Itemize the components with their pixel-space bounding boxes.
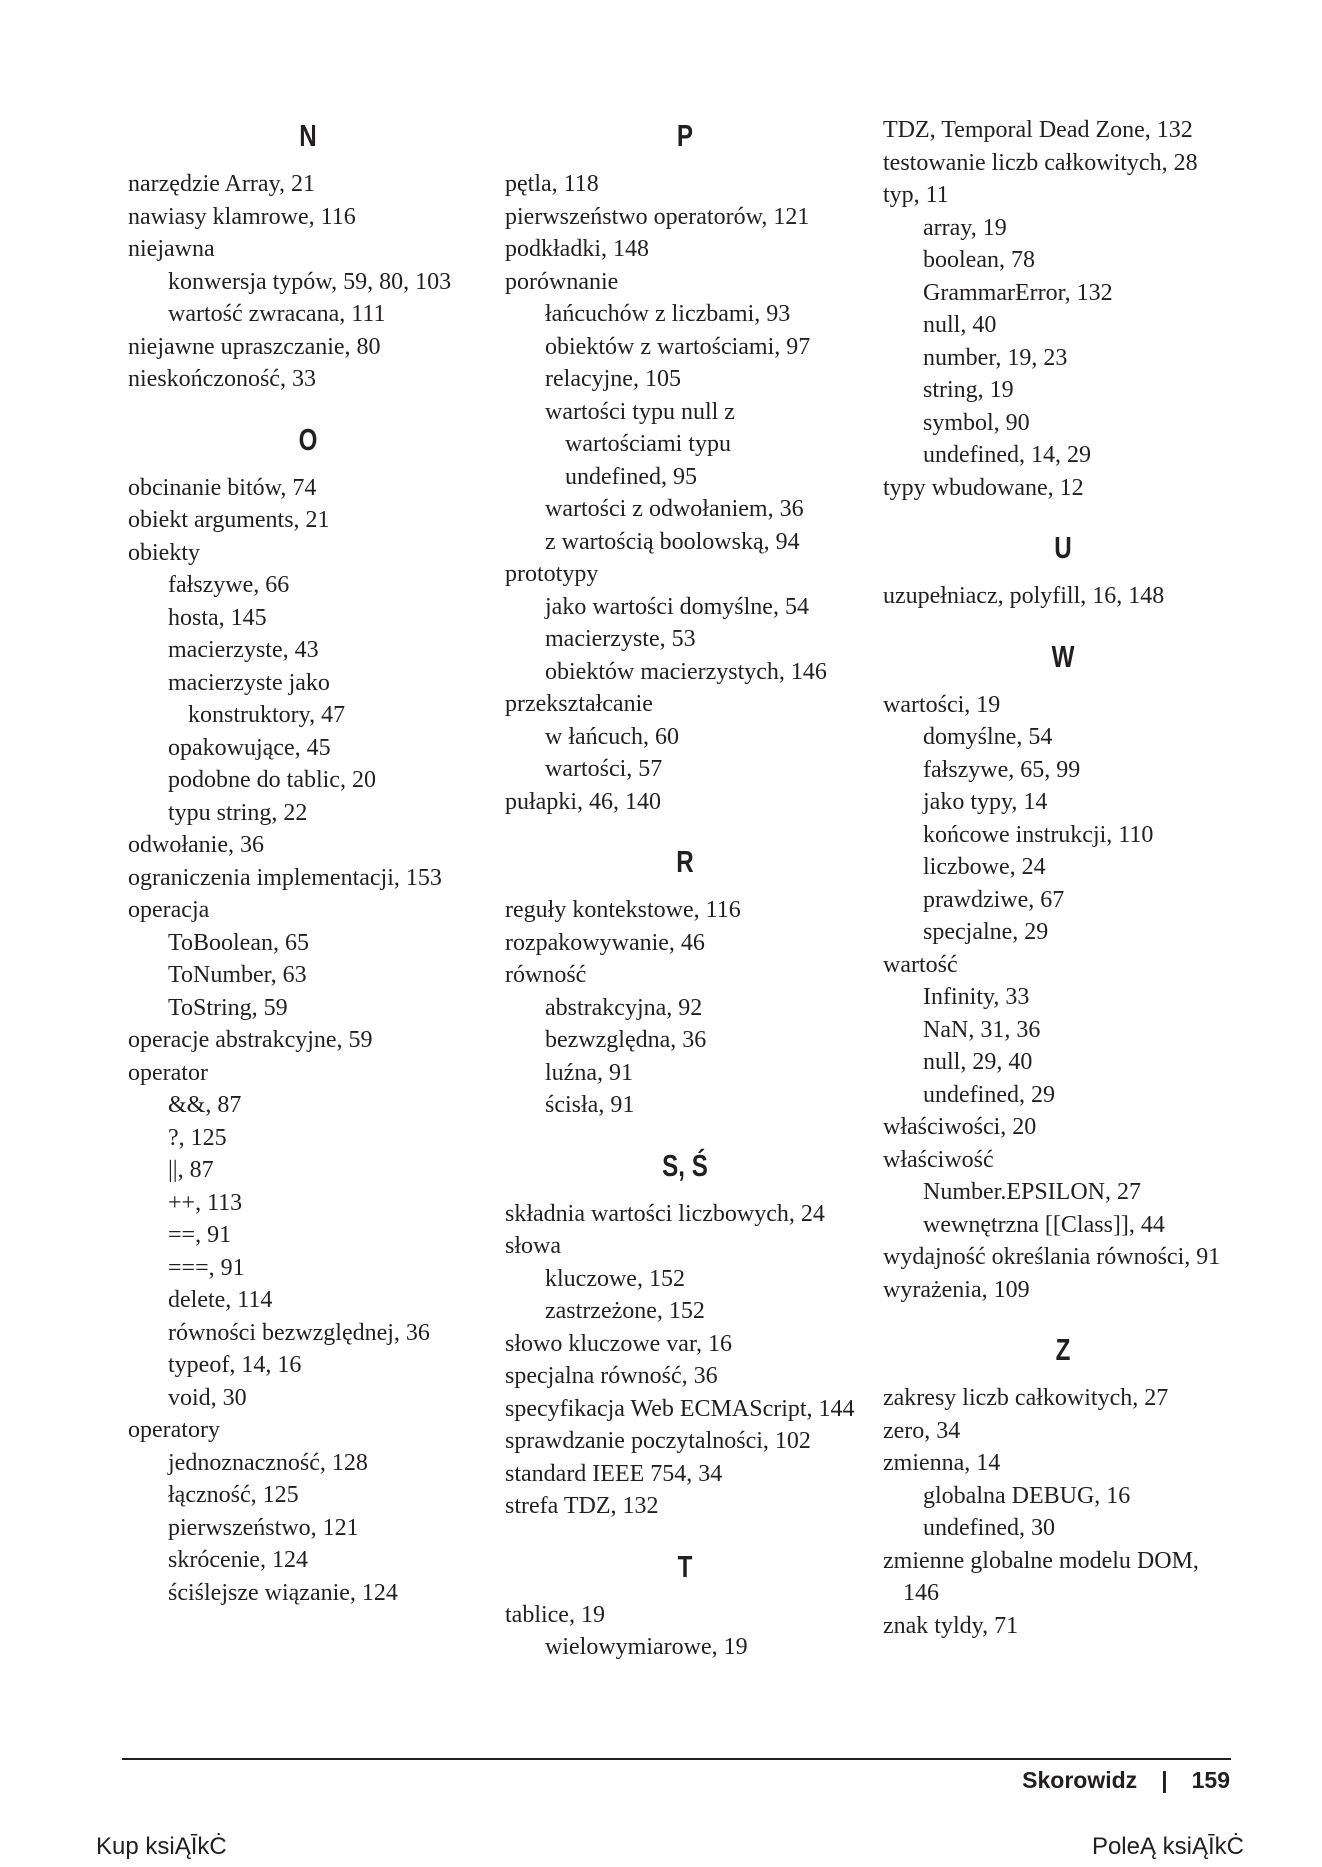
- index-subentry: ++, 113: [168, 1189, 243, 1216]
- index-subentry: łączność, 125: [168, 1482, 299, 1508]
- index-subentry: w łańcuch, 60: [545, 723, 679, 750]
- index-subentry: typu string, 22: [168, 799, 308, 826]
- index-entry: zmienna, 14: [883, 1450, 1001, 1476]
- footer-rule: [122, 1758, 1231, 1760]
- index-entry: operacja: [128, 897, 210, 923]
- section-letter-heading: R: [676, 844, 694, 879]
- index-subentry: macierzyste jako: [168, 669, 330, 696]
- index-subentry: domyślne, 54: [923, 724, 1053, 750]
- index-subentry: obiektów macierzystych, 146: [545, 658, 827, 685]
- index-subentry: wartościami typu: [565, 431, 731, 457]
- index-subentry: delete, 114: [168, 1287, 273, 1313]
- section-letter-heading: W: [1051, 638, 1075, 674]
- index-entry: uzupełniacz, polyfill, 16, 148: [883, 583, 1165, 609]
- index-subentry: prawdziwe, 67: [923, 886, 1065, 913]
- index-entry: reguły kontekstowe, 116: [505, 897, 741, 923]
- section-letter-heading: N: [299, 118, 317, 153]
- index-section: [505, 114, 865, 818]
- index-section: [128, 418, 488, 1610]
- index-entry: operacje abstrakcyjne, 59: [128, 1027, 373, 1053]
- index-subentry: symbol, 90: [923, 409, 1030, 436]
- index-subentry: ===, 91: [168, 1254, 245, 1281]
- index-subentry: GrammarError, 132: [923, 279, 1113, 306]
- index-entry: nieskończoność, 33: [128, 366, 316, 392]
- index-subentry: luźna, 91: [545, 1059, 633, 1086]
- index-entry: typy wbudowane, 12: [883, 474, 1084, 501]
- index-entry: tablice, 19: [505, 1601, 605, 1628]
- index-entry: obiekty: [128, 539, 200, 566]
- index-entry: właściwości, 20: [883, 1114, 1037, 1140]
- index-entry: wydajność określania równości, 91: [883, 1244, 1221, 1270]
- index-subentry: łańcuchów z liczbami, 93: [545, 301, 791, 327]
- section-letter-heading: O: [298, 421, 318, 457]
- index-subentry: &&, 87: [168, 1092, 242, 1118]
- index-entry: standard IEEE 754, 34: [505, 1460, 723, 1487]
- index-entry: strefa TDZ, 132: [505, 1493, 659, 1519]
- index-subentry: ToString, 59: [168, 994, 288, 1021]
- section-letter-heading: S, Ś: [662, 1147, 708, 1183]
- index-subentry: ToNumber, 63: [168, 962, 307, 988]
- index-subentry: ?, 125: [168, 1124, 227, 1151]
- index-subentry: boolean, 78: [923, 247, 1035, 273]
- index-section: [883, 114, 1243, 504]
- index-subentry: ==, 91: [168, 1222, 232, 1248]
- index-entry: pułapki, 46, 140: [505, 788, 661, 815]
- index-section: [505, 1545, 865, 1664]
- index-subentry: fałszywe, 66: [168, 572, 290, 598]
- index-subentry: null, 40: [923, 312, 997, 338]
- index-subentry: bezwzględna, 36: [545, 1027, 707, 1053]
- index-subentry: wartości, 57: [545, 756, 663, 782]
- index-entry: przekształcanie: [505, 691, 653, 717]
- index-subentry: wartości z odwołaniem, 36: [545, 496, 804, 522]
- index-subentry: równości bezwzględnej, 36: [168, 1319, 430, 1346]
- index-subentry: konwersja typów, 59, 80, 103: [168, 268, 452, 295]
- page-footer: [1022, 1762, 1230, 1798]
- index-column-2: [505, 114, 865, 1664]
- index-subentry: NaN, 31, 36: [923, 1016, 1041, 1043]
- recommend-book-link[interactable]: PoleĄ ksiĄĪkĊ: [1091, 1833, 1244, 1860]
- index-subentry: macierzyste, 43: [168, 637, 319, 663]
- index-section: [883, 635, 1243, 1307]
- index-section: [883, 526, 1243, 613]
- index-entry: porównanie: [505, 268, 619, 295]
- index-entry: pierwszeństwo operatorów, 121: [505, 203, 810, 230]
- index-subentry: zastrzeżone, 152: [545, 1298, 705, 1324]
- index-subentry: string, 19: [923, 377, 1014, 403]
- footer-separator: |: [1161, 1767, 1168, 1793]
- index-subentry: obiektów z wartościami, 97: [545, 333, 811, 360]
- index-entry: wyrażenia, 109: [883, 1276, 1030, 1303]
- index-entry: pętla, 118: [505, 171, 599, 197]
- index-subentry: undefined, 29: [923, 1081, 1055, 1108]
- index-subentry: array, 19: [923, 214, 1007, 241]
- index-subentry: jednoznaczność, 128: [168, 1449, 368, 1476]
- index-subentry: liczbowe, 24: [923, 854, 1046, 880]
- index-entry: słowo kluczowe var, 16: [505, 1330, 732, 1357]
- index-column-3: [883, 114, 1243, 1642]
- index-subentry: jako wartości domyślne, 54: [545, 593, 809, 620]
- index-entry: rozpakowywanie, 46: [505, 929, 705, 956]
- index-subentry: null, 29, 40: [923, 1049, 1033, 1075]
- index-subentry: hosta, 145: [168, 604, 267, 631]
- buy-book-link[interactable]: Kup ksiĄĪkĊ: [96, 1833, 227, 1860]
- index-subentry: pierwszeństwo, 121: [168, 1514, 359, 1541]
- index-section: [505, 1144, 865, 1523]
- index-subentry: wielowymiarowe, 19: [545, 1634, 748, 1660]
- index-entry: ograniczenia implementacji, 153: [128, 864, 442, 891]
- index-entry: specyfikacja Web ECMAScript, 144: [505, 1395, 855, 1422]
- index-subentry: specjalne, 29: [923, 919, 1049, 945]
- index-entry: wartości, 19: [883, 691, 1001, 718]
- index-subentry: macierzyste, 53: [545, 626, 696, 652]
- index-entry: specjalna równość, 36: [505, 1363, 718, 1389]
- index-section: [883, 1328, 1243, 1642]
- index-subentry: końcowe instrukcji, 110: [923, 821, 1154, 848]
- index-entry: odwołanie, 36: [128, 832, 264, 858]
- index-entry: równość: [505, 962, 587, 988]
- index-subentry: ściślejsze wiązanie, 124: [168, 1579, 398, 1606]
- index-entry: zakresy liczb całkowitych, 27: [883, 1385, 1169, 1411]
- index-subentry: jako typy, 14: [923, 789, 1048, 815]
- index-entry: słowa: [505, 1233, 561, 1259]
- index-subentry: abstrakcyjna, 92: [545, 994, 703, 1021]
- section-letter-heading: U: [1054, 530, 1072, 565]
- index-subentry: fałszywe, 65, 99: [923, 756, 1081, 783]
- index-subentry: 146: [903, 1580, 939, 1606]
- page-number: 159: [1191, 1767, 1230, 1793]
- section-letter-heading: P: [676, 118, 694, 153]
- index-entry: zmienne globalne modelu DOM,: [883, 1547, 1199, 1574]
- index-entry: sprawdzanie poczytalności, 102: [505, 1428, 811, 1454]
- index-entry: operator: [128, 1059, 208, 1086]
- index-subentry: typeof, 14, 16: [168, 1352, 302, 1378]
- footer-section-title: Skorowidz: [1022, 1767, 1138, 1793]
- index-subentry: konstruktory, 47: [188, 702, 346, 728]
- index-entry: wartość: [883, 951, 958, 978]
- index-entry: operatory: [128, 1417, 220, 1443]
- section-letter-heading: T: [677, 1548, 693, 1584]
- index-subentry: number, 19, 23: [923, 344, 1068, 371]
- index-entry: znak tyldy, 71: [883, 1612, 1019, 1639]
- index-subentry: undefined, 14, 29: [923, 442, 1091, 468]
- index-entry: właściwość: [883, 1146, 994, 1173]
- index-subentry: ścisła, 91: [545, 1092, 635, 1118]
- index-subentry: wewnętrzna [[Class]], 44: [923, 1211, 1165, 1238]
- index-subentry: wartości typu null z: [545, 398, 735, 425]
- index-subentry: relacyjne, 105: [545, 366, 681, 392]
- index-entry: TDZ, Temporal Dead Zone, 132: [883, 117, 1193, 143]
- index-subentry: Number.EPSILON, 27: [923, 1179, 1141, 1205]
- index-section: [128, 114, 488, 396]
- index-subentry: kluczowe, 152: [545, 1265, 685, 1292]
- index-subentry: skrócenie, 124: [168, 1547, 308, 1573]
- index-entry: niejawna: [128, 236, 215, 262]
- index-entry: typ, 11: [883, 182, 949, 208]
- index-subentry: wartość zwracana, 111: [168, 301, 386, 327]
- index-entry: składnia wartości liczbowych, 24: [505, 1200, 825, 1227]
- index-entry: obiekt arguments, 21: [128, 507, 330, 533]
- index-subentry: globalna DEBUG, 16: [923, 1482, 1131, 1509]
- index-section: [505, 840, 865, 1122]
- index-subentry: ||, 87: [168, 1157, 214, 1183]
- index-subentry: z wartością boolowską, 94: [545, 528, 800, 555]
- index-subentry: opakowujące, 45: [168, 734, 331, 761]
- index-subentry: Infinity, 33: [923, 984, 1030, 1010]
- index-entry: zero, 34: [883, 1417, 961, 1444]
- index-subentry: podobne do tablic, 20: [168, 767, 376, 793]
- index-subentry: ToBoolean, 65: [168, 929, 309, 956]
- index-entry: obcinanie bitów, 74: [128, 474, 317, 501]
- index-entry: nawiasy klamrowe, 116: [128, 203, 356, 230]
- index-entry: podkładki, 148: [505, 236, 649, 262]
- section-letter-heading: Z: [1055, 1332, 1071, 1367]
- index-entry: testowanie liczb całkowitych, 28: [883, 149, 1198, 176]
- index-subentry: undefined, 30: [923, 1515, 1055, 1541]
- index-entry: narzędzie Array, 21: [128, 171, 316, 197]
- index-entry: prototypy: [505, 561, 599, 587]
- index-subentry: undefined, 95: [565, 463, 697, 490]
- index-column-1: [128, 114, 488, 1609]
- index-entry: niejawne upraszczanie, 80: [128, 333, 381, 360]
- index-subentry: void, 30: [168, 1384, 247, 1411]
